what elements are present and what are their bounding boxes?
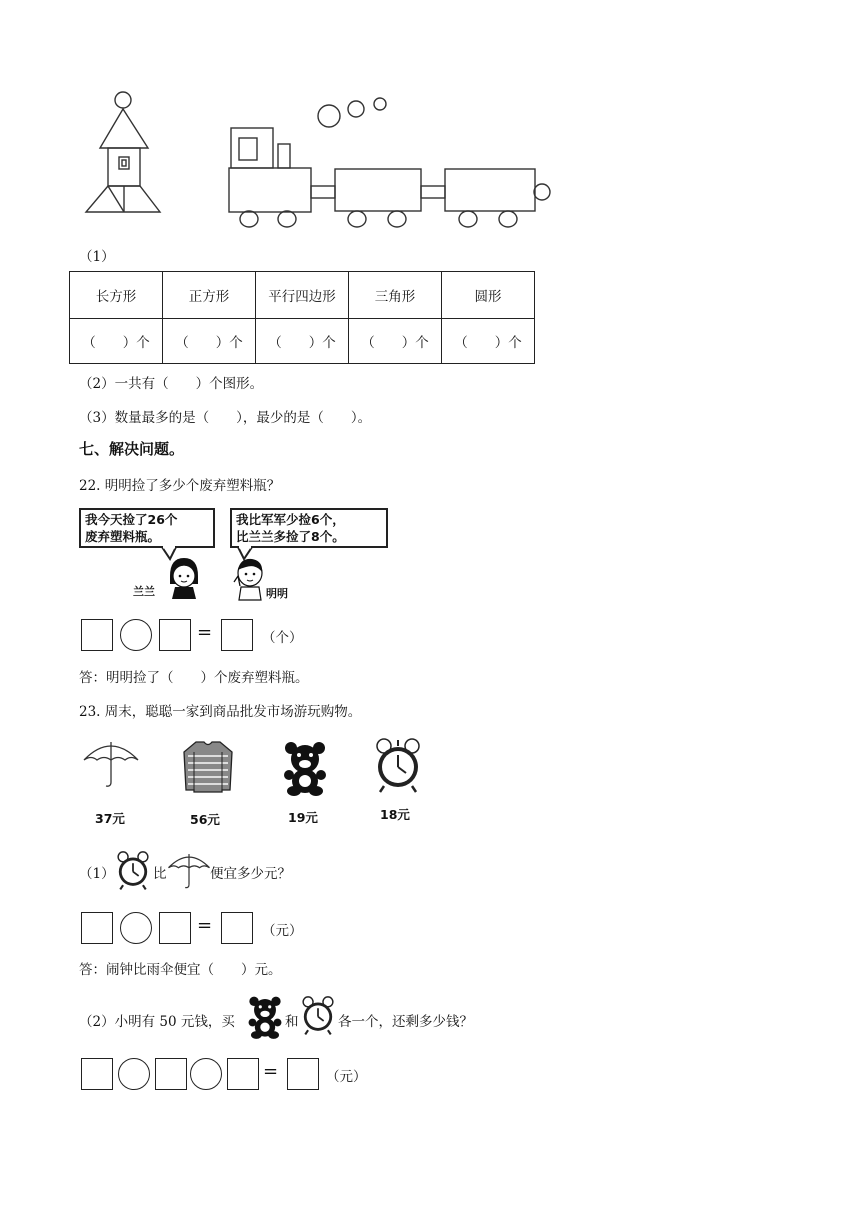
part3-text: （3）数量最多的是（ ），最少的是（ ）。 — [79, 410, 372, 426]
bubble-left-line2: 废弃塑料瓶。 — [85, 529, 161, 544]
q23-1-result-box[interactable] — [221, 912, 253, 944]
section-title: 七、解决问题。 — [79, 440, 185, 458]
q23-2-box-2[interactable] — [155, 1058, 187, 1090]
q22-question: 22. 明明捡了多少个废弃塑料瓶？ — [79, 478, 281, 494]
q22-answer: 答：明明捡了（ ）个废弃塑料瓶。 — [79, 670, 309, 686]
alarm-clock-inline-icon — [116, 851, 150, 891]
q23-question: 23. 周末，聪聪一家到商品批发市场游玩购物。 — [79, 704, 362, 720]
shape-count-table — [69, 271, 535, 364]
umbrella-icon — [82, 738, 140, 788]
bubble-right-line2: 比兰兰多捡了8个。 — [236, 529, 345, 544]
answer-box-2[interactable] — [159, 619, 191, 651]
blank-triangle-count[interactable]: （ ）个 — [349, 319, 442, 364]
girl-icon — [166, 556, 202, 600]
sub1-prefix: （1） — [79, 866, 115, 882]
header-square: 正方形 — [163, 272, 256, 319]
header-rectangle: 长方形 — [70, 272, 163, 319]
house-figure — [80, 88, 180, 223]
operator-circle-1[interactable] — [120, 619, 152, 651]
bubble-left-line1: 我今天捡了26个 — [85, 512, 178, 527]
q23-2-operator-circle-1[interactable] — [118, 1058, 150, 1090]
price-teddy-bear: 19元 — [288, 810, 318, 825]
q23-2-equals-sign: = — [263, 1061, 279, 1082]
answer-box-result[interactable] — [221, 619, 253, 651]
name-mingming: 明明 — [266, 587, 288, 600]
equals-sign: = — [197, 622, 213, 643]
unit-label: （个） — [262, 630, 303, 646]
q23-1-box-2[interactable] — [159, 912, 191, 944]
blank-rectangle-count[interactable]: （ ）个 — [70, 319, 163, 364]
teddy-bear-inline-icon — [247, 995, 283, 1039]
name-lanlan: 兰兰 — [133, 585, 155, 598]
alarm-clock-inline-icon-2 — [301, 996, 335, 1036]
alarm-clock-icon — [374, 738, 422, 794]
q23-2-box-1[interactable] — [81, 1058, 113, 1090]
q23-1-unit-label: （元） — [262, 923, 303, 939]
train-figure — [225, 92, 555, 232]
price-sweater: 56元 — [190, 812, 220, 827]
boy-icon — [230, 556, 266, 602]
price-alarm-clock: 18元 — [380, 807, 410, 822]
part2-text: （2）一共有（ ）个图形。 — [79, 376, 264, 392]
q23-answer1: 答：闹钟比雨伞便宜（ ）元。 — [79, 962, 282, 978]
sweater-icon — [180, 738, 236, 796]
blank-parallelogram-count[interactable]: （ ）个 — [256, 319, 349, 364]
sub2-prefix: （2）小明有 50 元钱，买 — [79, 1014, 235, 1030]
part1-label: （1） — [79, 249, 115, 265]
q23-1-equals-sign: = — [197, 915, 213, 936]
q23-2-result-box[interactable] — [287, 1058, 319, 1090]
blank-square-count[interactable]: （ ）个 — [163, 319, 256, 364]
speech-bubble-mingming — [230, 508, 388, 548]
header-circle: 圆形 — [442, 272, 535, 319]
sub2-middle: 和 — [285, 1014, 299, 1030]
q23-2-box-3[interactable] — [227, 1058, 259, 1090]
sub1-suffix: 便宜多少元？ — [210, 866, 291, 882]
q23-2-operator-circle-2[interactable] — [190, 1058, 222, 1090]
bubble-right-line1: 我比军军少捡6个， — [236, 512, 345, 527]
sub2-suffix: 各一个，还剩多少钱？ — [338, 1014, 473, 1030]
q23-1-operator-circle[interactable] — [120, 912, 152, 944]
speech-bubble-lanlan — [79, 508, 215, 548]
sub1-middle: 比 — [153, 866, 167, 882]
header-parallelogram: 平行四边形 — [256, 272, 349, 319]
blank-circle-count[interactable]: （ ）个 — [442, 319, 535, 364]
q23-1-box-1[interactable] — [81, 912, 113, 944]
price-umbrella: 37元 — [95, 811, 125, 826]
umbrella-inline-icon — [166, 851, 212, 889]
q23-2-unit-label: （元） — [326, 1069, 367, 1085]
teddy-bear-icon — [282, 740, 328, 796]
header-triangle: 三角形 — [349, 272, 442, 319]
answer-box-1[interactable] — [81, 619, 113, 651]
